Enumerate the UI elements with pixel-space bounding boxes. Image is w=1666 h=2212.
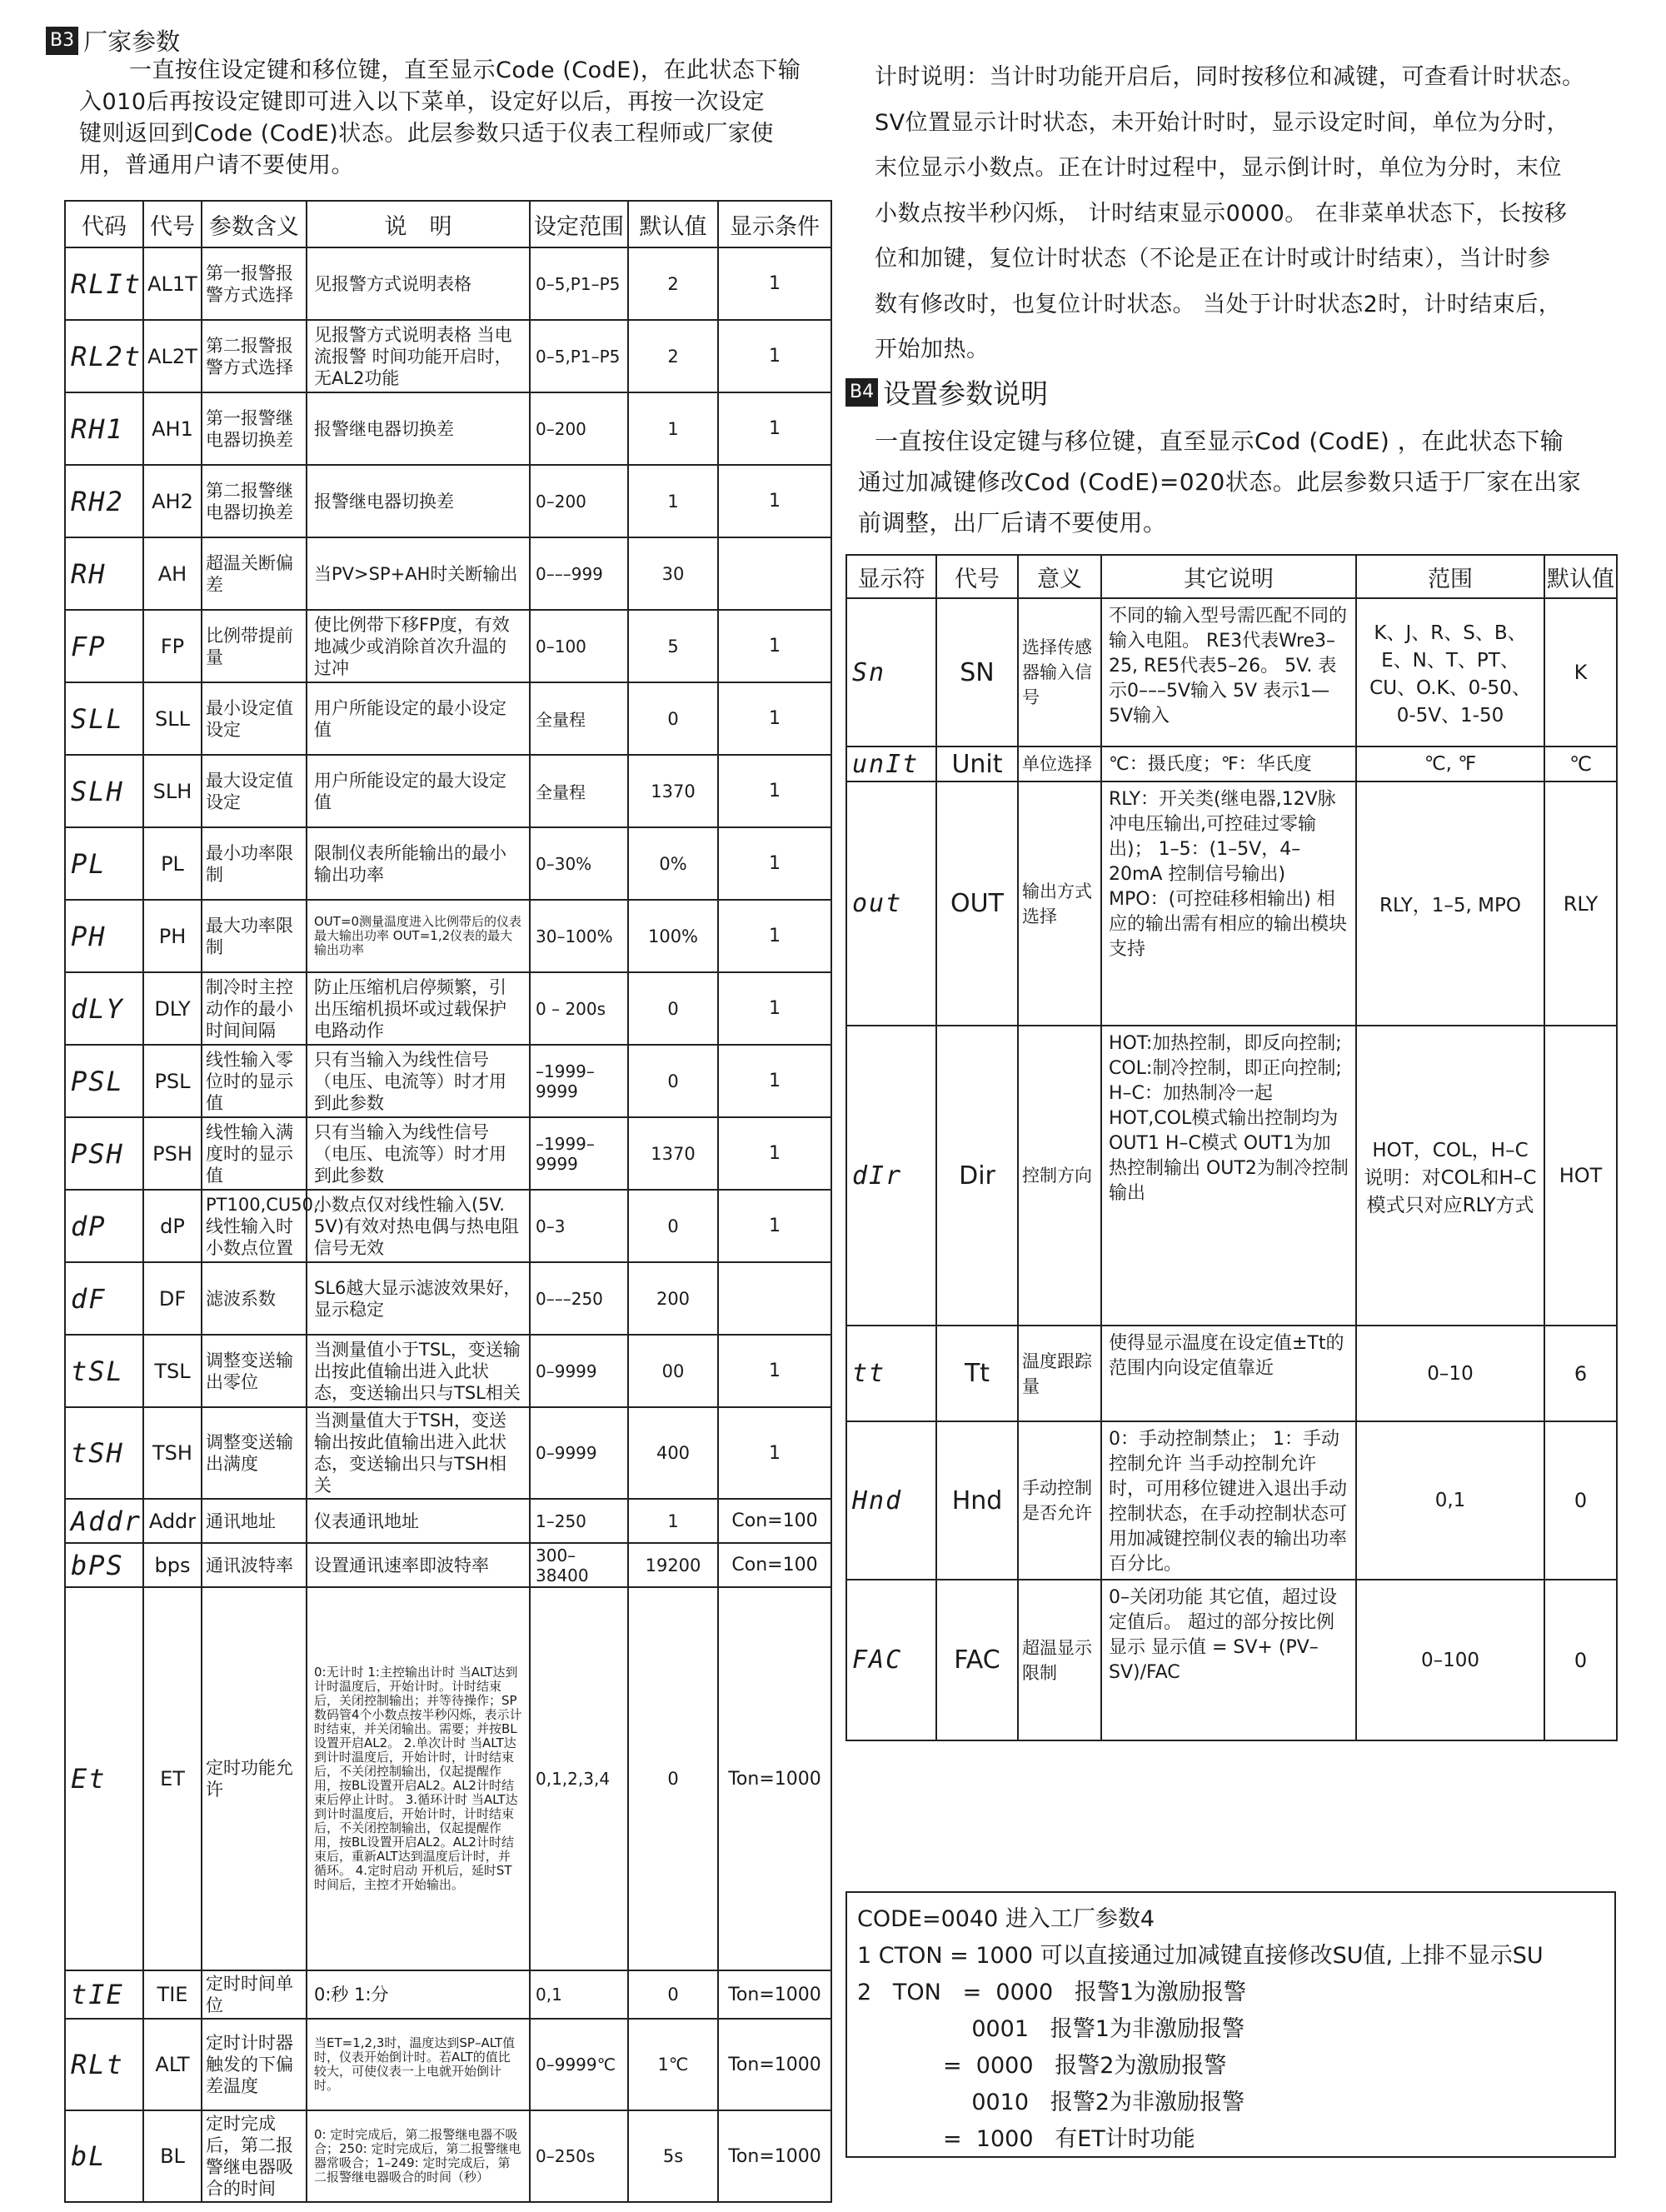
param-description: 见报警方式说明表格	[307, 247, 530, 320]
param-range: 30–100%	[530, 900, 628, 972]
header-description: 说 明	[307, 201, 530, 247]
param-meaning: 通讯地址	[202, 1499, 307, 1543]
table-row	[846, 1580, 1617, 1740]
param-range: ℃, ℉	[1356, 746, 1544, 781]
param-description: 小数点仅对线性输入(5V. 5V)有效对热电偶与热电阻信号无效	[307, 1190, 530, 1262]
param-code: PL	[143, 827, 202, 900]
param-default: RLY	[1544, 781, 1617, 1026]
param-code: AL1T	[143, 247, 202, 320]
param-meaning: 温度跟踪量	[1018, 1326, 1101, 1421]
param-condition: 1	[718, 1117, 831, 1190]
display-code: Et	[65, 1587, 143, 1970]
param-code: ALT	[143, 2019, 202, 2110]
header-meaning: 参数含义	[202, 201, 307, 247]
display-code: PSL	[65, 1045, 143, 1117]
param-description: 当PV>SP+AH时关断输出	[307, 537, 530, 610]
param-default: 100%	[628, 900, 718, 972]
param-range: 0–200	[530, 465, 628, 537]
param-meaning: 手动控制是否允许	[1018, 1421, 1101, 1580]
table-row	[65, 2110, 831, 2202]
param-meaning: 最小功率限制	[202, 827, 307, 900]
param-code: PSH	[143, 1117, 202, 1190]
param-default: 200	[628, 1262, 718, 1335]
param-meaning: 第一报警报警方式选择	[202, 247, 307, 320]
param-default: 1	[628, 465, 718, 537]
param-condition: 1	[718, 1335, 831, 1407]
b4-intro-line: 前调整，出厂后请不要使用。	[858, 509, 1167, 537]
param-range: 0–5,P1–P5	[530, 247, 628, 320]
table-row	[65, 972, 831, 1045]
table-row	[65, 1045, 831, 1117]
param-condition: 1	[718, 465, 831, 537]
display-symbol: FAC	[846, 1580, 936, 1740]
param-code: FP	[143, 610, 202, 682]
param-description: 当测量值大于TSH，变送输出按此值输出进入此状态，变送输出只与TSH相关	[307, 1407, 530, 1499]
param-meaning: 第二报警继电器切换差	[202, 465, 307, 537]
param-default: 5	[628, 610, 718, 682]
header-code: 代号	[936, 555, 1018, 598]
param-description: 防止压缩机启停频繁，引出压缩机损坏或过载保护电路动作	[307, 972, 530, 1045]
param-default: 1	[628, 392, 718, 465]
param-meaning: 定时计时器触发的下偏差温度	[202, 2019, 307, 2110]
param-code: Dir	[936, 1026, 1018, 1326]
b3-badge: B3	[46, 27, 78, 55]
param-condition: 1	[718, 1190, 831, 1262]
code-line: = 0000 报警2为激励报警	[857, 2053, 1227, 2079]
display-symbol: Sn	[846, 598, 936, 746]
display-code: PL	[65, 827, 143, 900]
param-condition: 1	[718, 247, 831, 320]
param-condition: 1	[718, 972, 831, 1045]
display-code: SLL	[65, 682, 143, 755]
param-description: 设置通讯速率即波特率	[307, 1543, 530, 1587]
param-code: TSH	[143, 1407, 202, 1499]
param-description: OUT=0测量温度进入比例带后的仪表最大输出功率 OUT=1,2仪表的最大输出功率	[307, 900, 530, 972]
param-notes: ℃：摄氏度；℉：华氏度	[1101, 746, 1356, 781]
code-line: CODE=0040 进入工厂参数4	[857, 1906, 1155, 1932]
param-code: ET	[143, 1587, 202, 1970]
table-row	[65, 682, 831, 755]
param-condition: 1	[718, 1407, 831, 1499]
param-range: 0–9999℃	[530, 2019, 628, 2110]
param-range: 0,1	[530, 1970, 628, 2019]
display-code: bPS	[65, 1543, 143, 1587]
header-range: 范围	[1356, 555, 1544, 598]
param-meaning: 最大功率限制	[202, 900, 307, 972]
param-default: 0	[1544, 1421, 1617, 1580]
param-default: 1℃	[628, 2019, 718, 2110]
param-description: 使比例带下移FP度，有效地减少或消除首次升温的过冲	[307, 610, 530, 682]
param-code: Addr	[143, 1499, 202, 1543]
param-range: HOT，COL，H–C 说明：对COL和H–C模式只对应RLY方式	[1356, 1026, 1544, 1326]
param-meaning: PT100,CU50,线性输入时小数点位置	[202, 1190, 307, 1262]
param-meaning: 定时完成后，第二报警继电器吸合的时间	[202, 2110, 307, 2202]
param-default: 0	[628, 1045, 718, 1117]
table-row	[65, 827, 831, 900]
param-default: 0	[628, 1970, 718, 2019]
param-code: AH1	[143, 392, 202, 465]
table-row	[65, 320, 831, 392]
b3-intro	[79, 55, 829, 182]
param-range: K、J、R、S、B、E、N、T、PT、CU、O.K、0-50、0-5V、1-50	[1356, 598, 1544, 746]
param-default: 5s	[628, 2110, 718, 2202]
header-display-symbol: 显示符	[846, 555, 936, 598]
b4-parameter-table	[845, 554, 1618, 1741]
param-default: 0	[628, 972, 718, 1045]
b4-intro-line: 一直按住设定键与移位键，直至显示Cod (CodE) ，在此状态下输	[875, 427, 1564, 455]
param-range: RLY，1–5, MPO	[1356, 781, 1544, 1026]
param-condition: 1	[718, 320, 831, 392]
display-code: RH1	[65, 392, 143, 465]
param-default: 6	[1544, 1326, 1617, 1421]
param-default: 0	[628, 1587, 718, 1970]
header-default: 默认值	[628, 201, 718, 247]
param-description: 限制仪表所能输出的最小输出功率	[307, 827, 530, 900]
timer-note-line: 计时说明：当计时功能开启后，同时按移位和减键，可查看计时状态。	[875, 64, 1585, 90]
display-code: dF	[65, 1262, 143, 1335]
table-row	[846, 781, 1617, 1026]
param-meaning: 制冷时主控动作的最小时间间隔	[202, 972, 307, 1045]
timer-note	[875, 55, 1624, 373]
display-code: SLH	[65, 755, 143, 827]
param-condition: Ton=1000	[718, 2019, 831, 2110]
param-range: 0–100	[530, 610, 628, 682]
table-row	[846, 1326, 1617, 1421]
table-row	[65, 900, 831, 972]
param-meaning: 比例带提前量	[202, 610, 307, 682]
display-code: RL2t	[65, 320, 143, 392]
table-row	[846, 1026, 1617, 1326]
param-code: Unit	[936, 746, 1018, 781]
code-line: 0001 报警1为非激励报警	[857, 2016, 1245, 2042]
b3-parameter-table	[64, 200, 832, 2203]
param-description: 见报警方式说明表格 当电流报警 时间功能开启时，无AL2功能	[307, 320, 530, 392]
param-notes: 使得显示温度在设定值±Tt的范围内向设定值靠近	[1101, 1326, 1356, 1421]
factory-code-box	[845, 1891, 1616, 2158]
param-description: 报警继电器切换差	[307, 392, 530, 465]
b4-header-row	[846, 555, 1617, 598]
param-default: 19200	[628, 1543, 718, 1587]
param-meaning: 选择传感器输入信号	[1018, 598, 1101, 746]
param-description: 只有当输入为线性信号（电压、电流等）时才用到此参数	[307, 1117, 530, 1190]
param-code: Tt	[936, 1326, 1018, 1421]
param-condition: 1	[718, 392, 831, 465]
b4-badge: B4	[845, 378, 878, 407]
display-code: RLt	[65, 2019, 143, 2110]
param-meaning: 线性输入满度时的显示值	[202, 1117, 307, 1190]
param-notes: HOT:加热控制，即反向控制; COL:制冷控制，即正向控制; H–C：加热制冷一起 HOT,COL模式输出控制均为OUT1 H–C模式 OUT1为加热控制输出 OUT2为制冷控制输出	[1101, 1026, 1356, 1326]
display-code: tSL	[65, 1335, 143, 1407]
param-code: SN	[936, 598, 1018, 746]
param-condition: Ton=1000	[718, 1587, 831, 1970]
param-condition: 1	[718, 1045, 831, 1117]
display-symbol: unIt	[846, 746, 936, 781]
header-code: 代号	[143, 201, 202, 247]
param-range: 0 – 200s	[530, 972, 628, 1045]
param-code: AH2	[143, 465, 202, 537]
table-row	[65, 1499, 831, 1543]
table-row	[65, 465, 831, 537]
param-code: AH	[143, 537, 202, 610]
param-code: FAC	[936, 1580, 1018, 1740]
table-row	[65, 1587, 831, 1970]
b3-section-title	[46, 23, 180, 57]
display-code: PH	[65, 900, 143, 972]
param-meaning: 最小设定值设定	[202, 682, 307, 755]
display-code: tIE	[65, 1970, 143, 2019]
param-range: 300–38400	[530, 1543, 628, 1587]
param-condition: Con=100	[718, 1543, 831, 1587]
param-default: 0	[628, 682, 718, 755]
param-default: 0	[1544, 1580, 1617, 1740]
param-range: 0–––999	[530, 537, 628, 610]
param-meaning: 控制方向	[1018, 1026, 1101, 1326]
param-condition: Ton=1000	[718, 2110, 831, 2202]
timer-note-line: 数有修改时，也复位计时状态。 当处于计时状态2时，计时结束后，	[875, 291, 1562, 317]
param-code: SLH	[143, 755, 202, 827]
table-row	[846, 746, 1617, 781]
display-symbol: tt	[846, 1326, 936, 1421]
table-row	[65, 1335, 831, 1407]
param-description: 0: 定时完成后，第二报警继电器不吸合；250: 定时完成后，第二报警继电器常吸合；1–249: 定时完成后，第二报警继电器吸合的时间（秒）	[307, 2110, 530, 2202]
header-other-notes: 其它说明	[1101, 555, 1356, 598]
param-code: SLL	[143, 682, 202, 755]
param-default: 1370	[628, 1117, 718, 1190]
param-code: DF	[143, 1262, 202, 1335]
param-code: BL	[143, 2110, 202, 2202]
table-row	[65, 1190, 831, 1262]
param-condition: 1	[718, 827, 831, 900]
param-meaning: 滤波系数	[202, 1262, 307, 1335]
b4-section-title	[845, 372, 1048, 412]
display-code: RLIt	[65, 247, 143, 320]
param-range: 0–––250	[530, 1262, 628, 1335]
display-code: tSH	[65, 1407, 143, 1499]
param-meaning: 调整变送输出零位	[202, 1335, 307, 1407]
param-description: 用户所能设定的最小设定值	[307, 682, 530, 755]
param-range: 0–200	[530, 392, 628, 465]
param-condition: 1	[718, 900, 831, 972]
param-range: 0–5,P1–P5	[530, 320, 628, 392]
display-code: RH2	[65, 465, 143, 537]
param-default: HOT	[1544, 1026, 1617, 1326]
param-notes: 0：手动控制禁止； 1：手动控制允许 当手动控制允许时，可用移位键进入退出手动控制状态，在手动控制状态可用加减键控制仪表的输出功率百分比。	[1101, 1421, 1356, 1580]
param-meaning: 定时功能允许	[202, 1587, 307, 1970]
param-default: 2	[628, 247, 718, 320]
param-meaning: 线性输入零位时的显示值	[202, 1045, 307, 1117]
display-symbol: dIr	[846, 1026, 936, 1326]
code-line: 0010 报警2为非激励报警	[857, 2090, 1245, 2115]
param-code: DLY	[143, 972, 202, 1045]
display-code: FP	[65, 610, 143, 682]
param-range: 0–9999	[530, 1335, 628, 1407]
param-meaning: 通讯波特率	[202, 1543, 307, 1587]
display-code: PSH	[65, 1117, 143, 1190]
b3-intro-line: 用，普通用户请不要使用。	[79, 152, 354, 178]
display-code: bL	[65, 2110, 143, 2202]
timer-note-line: 位和加键，复位计时状态（不论是正在计时或计时结束），当计时参	[875, 246, 1551, 272]
table-row	[65, 610, 831, 682]
param-description: 报警继电器切换差	[307, 465, 530, 537]
display-symbol: Hnd	[846, 1421, 936, 1580]
param-range: 0–250s	[530, 2110, 628, 2202]
param-meaning: 第一报警继电器切换差	[202, 392, 307, 465]
param-condition: 1	[718, 682, 831, 755]
param-description: 用户所能设定的最大设定值	[307, 755, 530, 827]
timer-note-line: 开始加热。	[875, 337, 990, 362]
param-meaning: 超温关断偏差	[202, 537, 307, 610]
param-description: SL6越大显示滤波效果好，显示稳定	[307, 1262, 530, 1335]
param-description: 仪表通讯地址	[307, 1499, 530, 1543]
param-default: 400	[628, 1407, 718, 1499]
param-description: 0:秒 1:分	[307, 1970, 530, 2019]
param-default: 1	[628, 1499, 718, 1543]
param-condition	[718, 537, 831, 610]
param-meaning: 输出方式选择	[1018, 781, 1101, 1026]
param-notes: 不同的输入型号需匹配不同的输入电阻。 RE3代表Wre3–25, RE5代表5–26。 5V. 表示0–––5V输入 5V 表示1—5V输入	[1101, 598, 1356, 746]
param-meaning: 最大设定值设定	[202, 755, 307, 827]
param-default: 2	[628, 320, 718, 392]
param-condition	[718, 1262, 831, 1335]
param-code: TSL	[143, 1335, 202, 1407]
param-description: 当ET=1,2,3时，温度达到SP–ALT值时，仪表开始倒计时。若ALT的值比较大，可使仪表一上电就开始倒计时。	[307, 2019, 530, 2110]
param-range: 0,1	[1356, 1421, 1544, 1580]
param-meaning: 超温显示限制	[1018, 1580, 1101, 1740]
param-meaning: 调整变送输出满度	[202, 1407, 307, 1499]
param-meaning: 单位选择	[1018, 746, 1101, 781]
timer-note-line: SV位置显示计时状态，未开始计时时，显示设定时间，单位为分时，	[875, 109, 1570, 136]
code-line: = 1000 有ET计时功能	[857, 2126, 1195, 2152]
param-code: PSL	[143, 1045, 202, 1117]
param-code: Hnd	[936, 1421, 1018, 1580]
param-range: 1–250	[530, 1499, 628, 1543]
table-row	[65, 392, 831, 465]
param-condition: Con=100	[718, 1499, 831, 1543]
param-range: –1999–9999	[530, 1045, 628, 1117]
code-line: 1 CTON = 1000 可以直接通过加减键直接修改SU值, 上排不显示SU	[857, 1943, 1544, 1969]
param-range: 0–3	[530, 1190, 628, 1262]
param-default: 00	[628, 1335, 718, 1407]
param-default: 0%	[628, 827, 718, 900]
table-row	[65, 1407, 831, 1499]
param-default: K	[1544, 598, 1617, 746]
table-row	[65, 1262, 831, 1335]
param-code: bps	[143, 1543, 202, 1587]
header-condition: 显示条件	[718, 201, 831, 247]
param-default: ℃	[1544, 746, 1617, 781]
param-default: 30	[628, 537, 718, 610]
param-range: 0,1,2,3,4	[530, 1587, 628, 1970]
param-default: 0	[628, 1190, 718, 1262]
b3-header-row	[65, 201, 831, 247]
param-code: TIE	[143, 1970, 202, 2019]
table-row	[65, 537, 831, 610]
table-row	[846, 598, 1617, 746]
param-range: 全量程	[530, 682, 628, 755]
param-range: 0–30%	[530, 827, 628, 900]
timer-note-line: 小数点按半秒闪烁， 计时结束显示0000。 在非菜单状态下，长按移	[875, 200, 1568, 227]
param-notes: 0–关闭功能 其它值，超过设定值后。 超过的部分按比例显示 显示值 = SV+ (PV–SV)/FAC	[1101, 1580, 1356, 1740]
header-code-symbol: 代码	[65, 201, 143, 247]
param-code: dP	[143, 1190, 202, 1262]
param-range: 0–10	[1356, 1326, 1544, 1421]
display-symbol: out	[846, 781, 936, 1026]
table-row	[65, 1117, 831, 1190]
timer-note-line: 末位显示小数点。正在计时过程中，显示倒计时，单位为分时，末位	[875, 155, 1562, 181]
b3-intro-line: 键则返回到Code (CodE)状态。此层参数只适于仪表工程师或厂家使	[79, 121, 774, 147]
table-row	[65, 1543, 831, 1587]
param-range: 0–100	[1356, 1580, 1544, 1740]
param-meaning: 定时时间单位	[202, 1970, 307, 2019]
param-description: 只有当输入为线性信号（电压、电流等）时才用到此参数	[307, 1045, 530, 1117]
param-code: OUT	[936, 781, 1018, 1026]
display-code: Addr	[65, 1499, 143, 1543]
b3-intro-line: 入010后再按设定键即可进入以下菜单，设定好以后，再按一次设定	[79, 89, 766, 115]
code-line: 2 TON = 0000 报警1为激励报警	[857, 1980, 1247, 2005]
param-code: PH	[143, 900, 202, 972]
param-meaning: 第二报警报警方式选择	[202, 320, 307, 392]
param-range: 0–9999	[530, 1407, 628, 1499]
b3-title: 厂家参数	[83, 27, 181, 56]
display-code: RH	[65, 537, 143, 610]
table-row	[846, 1421, 1617, 1580]
param-notes: RLY：开关类(继电器,12V脉冲电压输出,可控硅过零输出)； 1–5：(1–5V，4–20mA 控制信号输出) MPO：(可控硅移相输出) 相应的输出需有相应的输出模块支持	[1101, 781, 1356, 1026]
b3-intro-line: 一直按住设定键和移位键，直至显示Code (CodE)，在此状态下输	[129, 57, 801, 83]
param-description: 0:无计时 1:主控输出计时 当ALT达到计时温度后，开始计时。计时结束后，关闭控制输出；并等待操作；SP数码管4个小数点按半秒闪烁，表示计时结束，并关闭输出。需要；并按BL设置开启AL2。 2.单次计时 当ALT达到计时温度后，开始计时，计时结束后，不关闭控制输出，仅起提醒作用，按BL设置开启AL2。AL2计时结束后停止计时。 3.循环计时 当ALT达到计时温度后，开始计时，计时结束后，不关闭控制输出，仅起提醒作用，按BL设置开启AL2。AL2计时结束后，重新ALT达到温度后计时，并循环。 4.定时启动 开机后，延时ST时间后，主控才开始输出。	[307, 1587, 530, 1970]
display-code: dLY	[65, 972, 143, 1045]
display-code: dP	[65, 1190, 143, 1262]
param-range: 全量程	[530, 755, 628, 827]
header-default: 默认值	[1544, 555, 1617, 598]
table-row	[65, 1970, 831, 2019]
param-condition: 1	[718, 610, 831, 682]
param-range: –1999–9999	[530, 1117, 628, 1190]
b4-intro	[858, 421, 1616, 543]
header-range: 设定范围	[530, 201, 628, 247]
table-row	[65, 247, 831, 320]
table-row	[65, 755, 831, 827]
table-row	[65, 2019, 831, 2110]
param-code: AL2T	[143, 320, 202, 392]
param-description: 当测量值小于TSL，变送输出按此值输出进入此状态，变送输出只与TSL相关	[307, 1335, 530, 1407]
param-condition: 1	[718, 755, 831, 827]
header-meaning: 意义	[1018, 555, 1101, 598]
b4-intro-line: 通过加减键修改Cod (CodE)=020状态。此层参数只适于厂家在出家	[858, 468, 1582, 496]
param-condition: Ton=1000	[718, 1970, 831, 2019]
b4-title: 设置参数说明	[883, 377, 1049, 410]
param-default: 1370	[628, 755, 718, 827]
